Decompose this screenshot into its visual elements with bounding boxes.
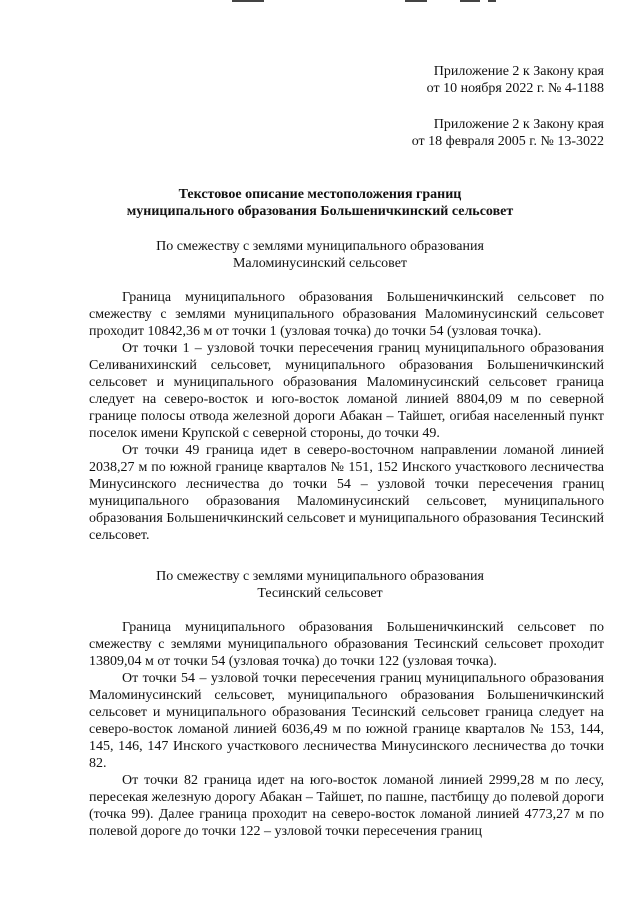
paragraph: От точки 82 граница идет на юго-восток ломаной линией 2999,28 м по лесу, пересекая железную дорогу Абакан – Тайшет, по пашне, пастбищу до полевой дороги (точка 99). Далее граница проходит на северо-восток ломаной линией 4773,27 м по полевой дороге до точки 122 – узловой точки пересечения границ xyxy=(89,773,604,839)
paragraph: От точки 49 граница идет в северо-восточном направлении ломаной линией 2038,27 м по южной границе кварталов № 151, 152 Инского участкового лесничества Минусинского лесничества до точки 54 – узловой точки пересечения границ муниципального образования Маломинусинский сельсовет, муниципального образования Большеничкинский сельсовет и муниципального образования Тесинский сельсовет. xyxy=(89,443,604,543)
annex-line: Приложение 2 к Закону края xyxy=(433,64,604,79)
title-line: Текстовое описание местоположения границ xyxy=(178,187,462,202)
paragraph: От точки 54 – узловой точки пересечения границ муниципального образования Маломинусинский сельсовет, муниципального образования Большеничкинский сельсовет и муниципального образования Тесинский сельсовет граница следует на северо-восток ломаной линией 6036,49 м по южной границе кварталов № 153, 144, 145, 146, 147 Инского участкового лесничества Минусинского лесничества до точки 82. xyxy=(89,671,604,771)
section-heading-tesinsky xyxy=(0,568,640,602)
document-title xyxy=(0,186,640,220)
annex-line: Приложение 2 к Закону края xyxy=(433,117,604,132)
annex-reference-original xyxy=(412,116,604,150)
annex-reference-current xyxy=(427,63,604,97)
paragraph: Граница муниципального образования Большеничкинский сельсовет по смежеству с землями муниципального образования Тесинский сельсовет проходит 13809,04 м от точки 54 (узловая точка) до точки 122 (узловая точка). xyxy=(89,620,604,669)
section-heading-line: Тесинский сельсовет xyxy=(257,586,383,601)
annex-line: от 10 ноября 2022 г. № 4-1188 xyxy=(426,81,604,96)
section-heading-line: Маломинусинский сельсовет xyxy=(232,256,408,271)
section-body-tesinsky xyxy=(89,619,604,840)
section-heading-line: По смежеству с землями муниципального образования xyxy=(156,569,484,584)
scan-artifact-mark xyxy=(405,0,427,2)
scan-artifact-mark xyxy=(488,0,496,2)
paragraph: Граница муниципального образования Большеничкинский сельсовет по смежеству с землями муниципального образования Маломинусинский сельсовет проходит 10842,36 м от точки 1 (узловая точка) до точки 54 (узловая точка). xyxy=(89,290,604,339)
scan-artifact-mark xyxy=(460,0,480,2)
scan-artifact-mark xyxy=(232,0,264,2)
title-line: муниципального образования Большеничкинский сельсовет xyxy=(126,204,514,219)
annex-line: от 18 февраля 2005 г. № 13-3022 xyxy=(411,134,604,149)
paragraph: От точки 1 – узловой точки пересечения границ муниципального образования Селиванихинский сельсовет, муниципального образования Большеничкинский сельсовет и муниципального образования Маломинусинский сельсовет граница следует на северо-восток и юго-восток ломаной линией 8804,09 м по северной границе полосы отвода железной дороги Абакан – Тайшет, огибая населенный пункт поселок имени Крупской с северной стороны, до точки 49. xyxy=(89,341,604,441)
section-heading-line: По смежеству с землями муниципального образования xyxy=(156,239,484,254)
section-body-malominusinsky xyxy=(89,289,604,544)
section-heading-malominusinsky xyxy=(0,238,640,272)
